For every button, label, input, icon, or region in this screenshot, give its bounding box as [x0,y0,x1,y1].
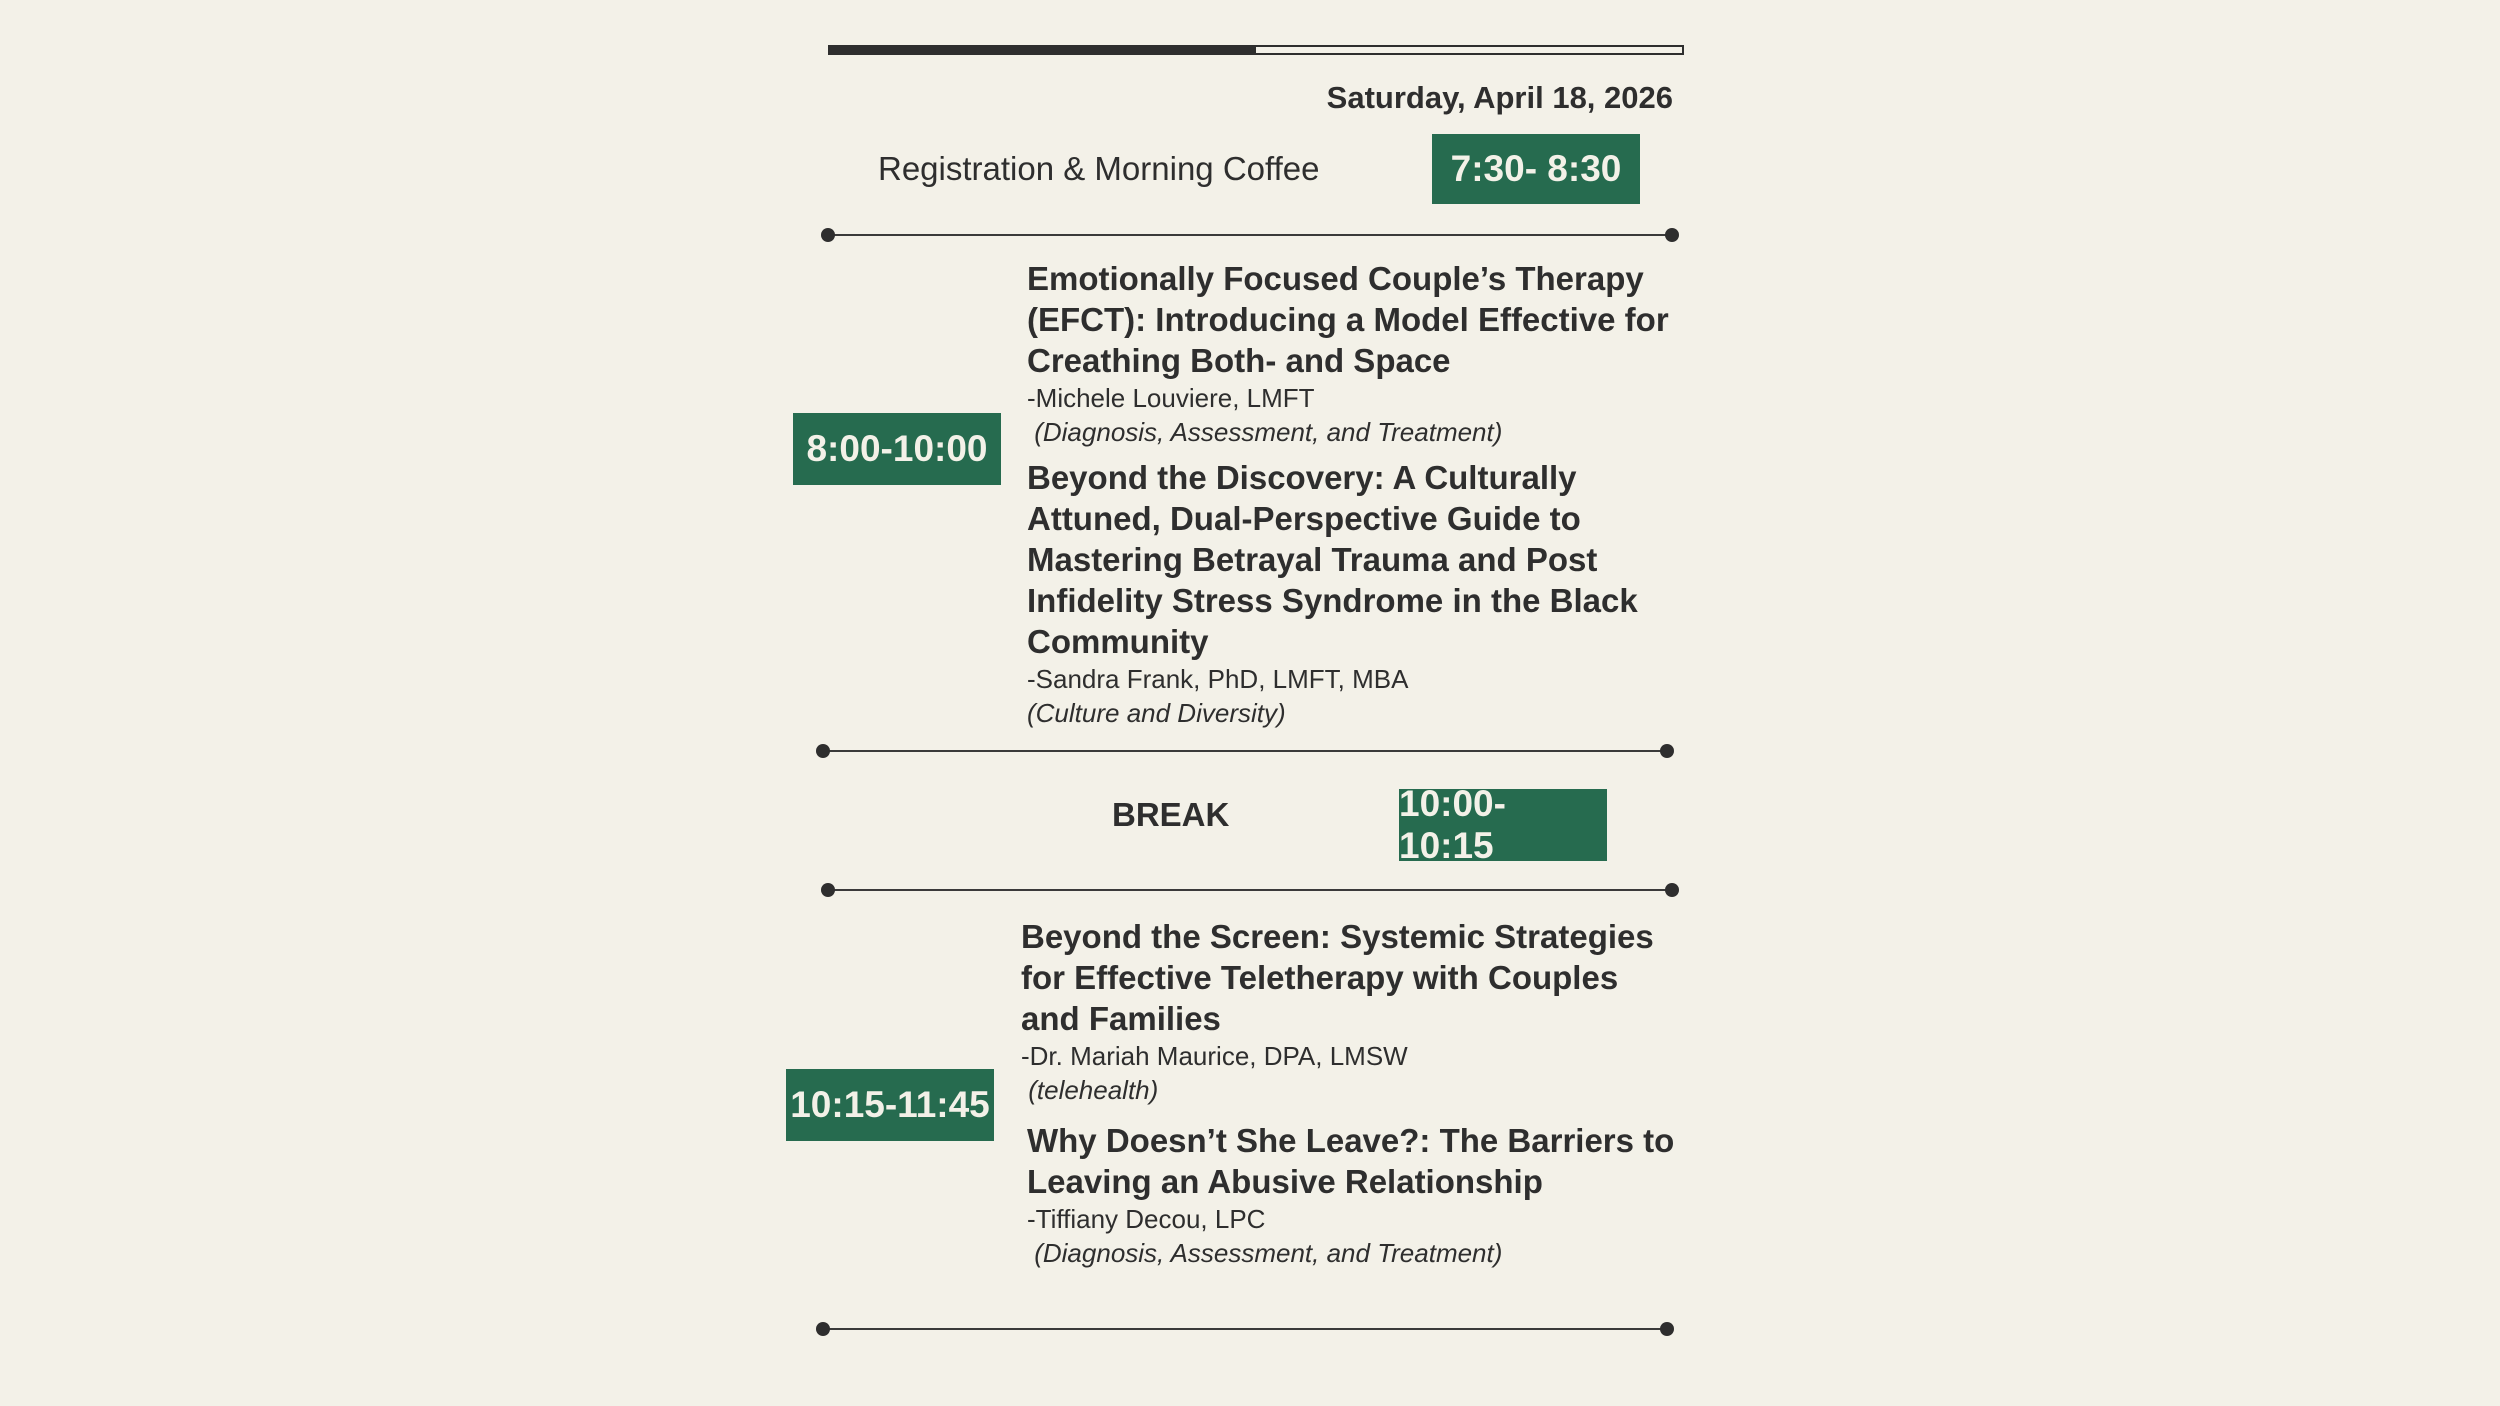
session-category: (Diagnosis, Assessment, and Treatment) [1027,417,1503,447]
divider [828,234,1672,236]
session-presenter: -Michele Louviere, LMFT [1027,383,1315,413]
registration-time: 7:30- 8:30 [1450,148,1622,189]
divider-dot [1665,883,1679,897]
block1-session-2 [1027,457,1687,730]
divider-dot [816,1322,830,1336]
divider [823,750,1667,752]
divider [823,1328,1667,1330]
block2-session-2 [1027,1120,1687,1270]
divider-dot [1660,1322,1674,1336]
block1-session-1 [1027,258,1687,449]
divider-dot [821,228,835,242]
break-label: BREAK [1112,796,1230,833]
divider [828,889,1672,891]
session-presenter: -Dr. Mariah Maurice, DPA, LMSW [1021,1041,1408,1071]
progress-bar-fill [830,47,1256,53]
session-presenter: -Sandra Frank, PhD, LMFT, MBA [1027,664,1409,694]
session-title: Why Doesn’t She Leave?: The Barriers to Leaving an Abusive Relationship [1027,1122,1675,1200]
session-category: (telehealth) [1021,1075,1159,1105]
break-time-badge [1399,783,1607,866]
divider-dot [1660,744,1674,758]
block2-time: 10:15-11:45 [790,1084,990,1125]
schedule-date: Saturday, April 18, 2026 [1326,80,1673,115]
registration-time-badge [1432,134,1640,204]
break-time: 10:00- 10:15 [1399,783,1506,866]
block1-time: 8:00-10:00 [806,428,988,469]
session-title: Emotionally Focused Couple’s Therapy (EFCT): Introducing a Model Effective for Creathing Both- and Space [1027,260,1669,379]
block1-time-badge [793,413,1001,485]
block2-time-badge [786,1069,994,1141]
divider-dot [821,883,835,897]
session-presenter: -Tiffiany Decou, LPC [1027,1204,1266,1234]
divider-dot [1665,228,1679,242]
progress-bar [828,45,1684,55]
session-title: Beyond the Discovery: A Culturally Attuned, Dual-Perspective Guide to Mastering Betrayal Trauma and Post Infidelity Stress Syndrome in the Black Community [1027,459,1638,660]
session-category: (Diagnosis, Assessment, and Treatment) [1027,1238,1503,1268]
divider-dot [816,744,830,758]
registration-label: Registration & Morning Coffee [878,150,1320,187]
block2-session-1 [1021,916,1681,1107]
session-title: Beyond the Screen: Systemic Strategies for Effective Teletherapy with Couples and Families [1021,918,1654,1037]
session-category: (Culture and Diversity) [1027,698,1286,728]
